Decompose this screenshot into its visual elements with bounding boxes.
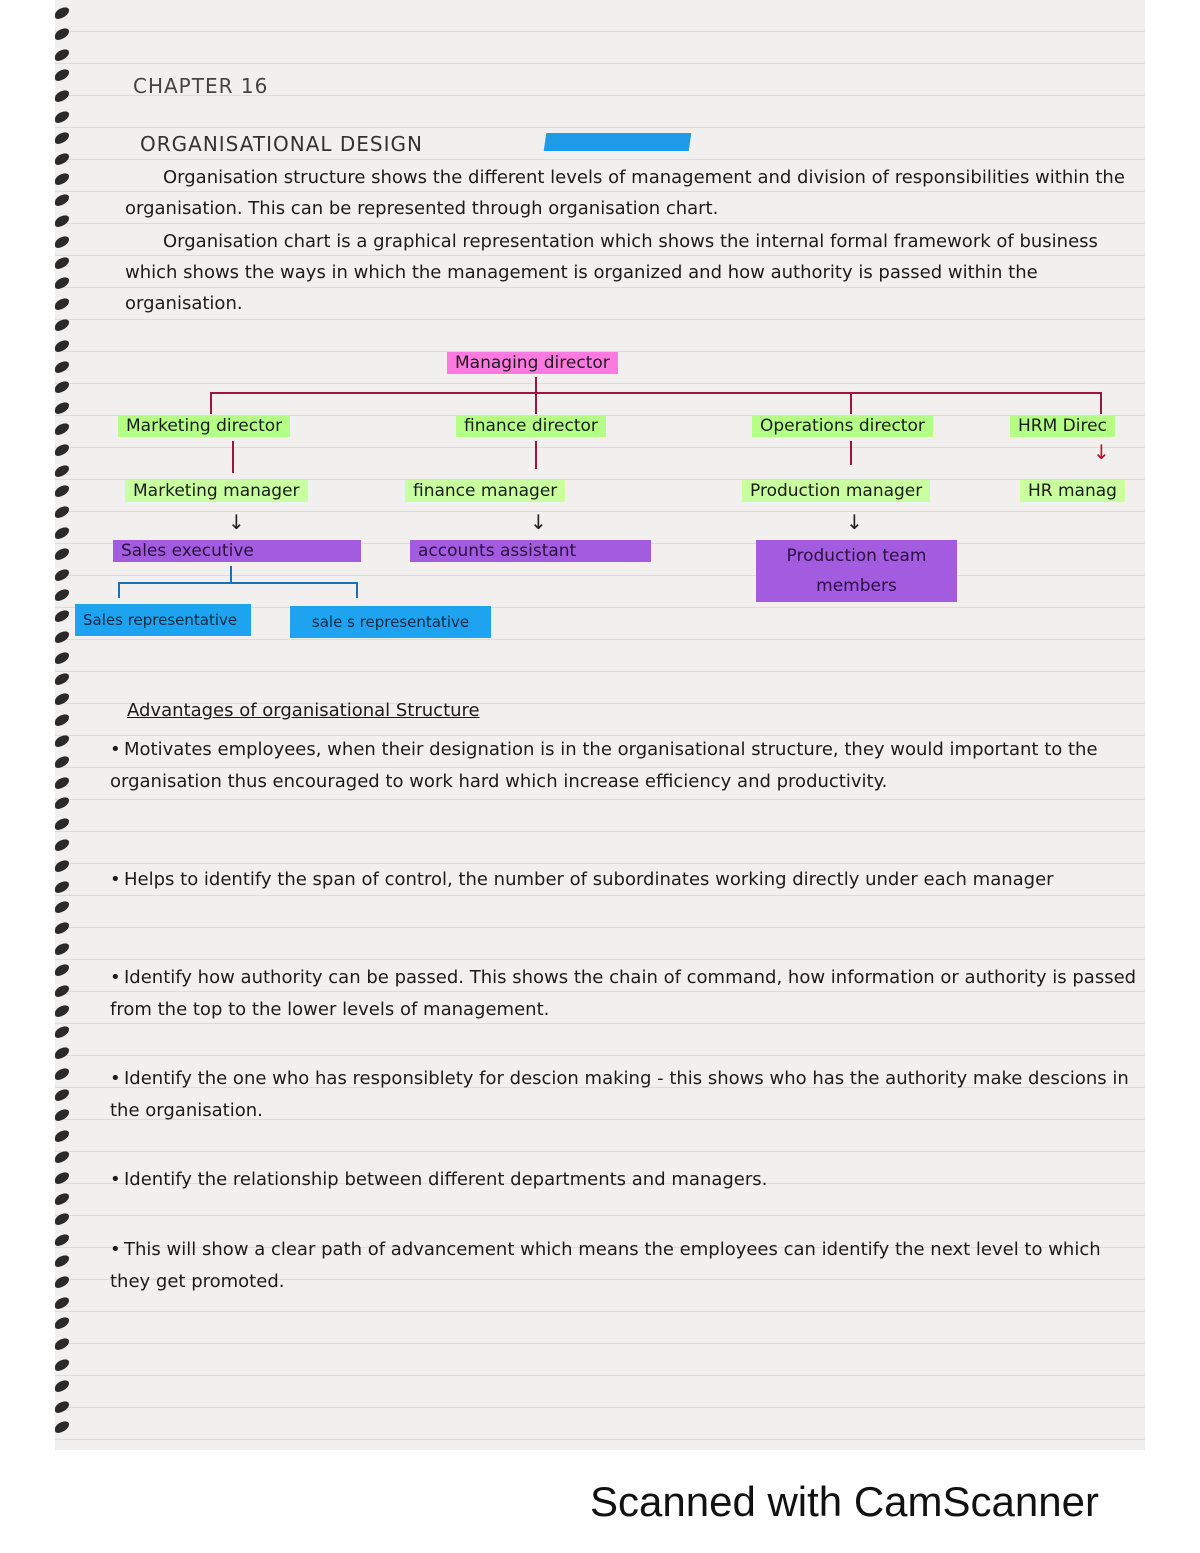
sales-representative-box-1: Sales representative [75, 604, 251, 636]
spiral-ring [55, 1399, 69, 1414]
spiral-ring [55, 671, 69, 686]
spiral-ring [55, 733, 69, 748]
connector-production-manager [850, 441, 852, 465]
advantage-item: • Motivates employees, when their designation is in the organisational structure, they would important to the organisation thus encouraged to work hard which increase efficiency and productivity. [110, 739, 1098, 792]
connector-top [535, 377, 537, 393]
spiral-ring [55, 172, 69, 187]
spiral-ring [55, 193, 69, 208]
connector-operations [850, 392, 852, 414]
spiral-ring [55, 941, 69, 956]
advantage-text: This will show a clear path of advancement which means the employees can identify the next level to which they get promoted. [110, 1239, 1101, 1292]
spiral-ring [55, 1420, 69, 1435]
spiral-ring [55, 255, 69, 270]
advantage-text: Identify the relationship between different departments and managers. [124, 1169, 768, 1190]
spiral-ring [55, 1149, 69, 1164]
arrow-down-icon: ↓ [228, 510, 245, 534]
finance-director-box: finance director [456, 415, 606, 437]
chapter-heading: CHAPTER 16 [133, 74, 269, 98]
spiral-ring [55, 1253, 69, 1268]
connector-finance-manager [535, 441, 537, 469]
spiral-ring [55, 858, 69, 873]
spiral-ring [55, 401, 69, 416]
spiral-ring [55, 713, 69, 728]
sales-representative-box-2: sale s representative [290, 606, 491, 638]
connector-marketing-manager [232, 441, 234, 473]
spiral-binding [0, 0, 75, 1450]
spiral-ring [55, 1004, 69, 1019]
advantage-item: • Helps to identify the span of control, the number of subordinates working directly under each manager [110, 869, 1054, 890]
spiral-ring [55, 629, 69, 644]
hr-manager-box: HR manag [1020, 480, 1125, 502]
spiral-ring [55, 962, 69, 977]
advantage-item: • Identify how authority can be passed. This shows the chain of command, how information or authority is passed from the top to the lower levels of management. [110, 967, 1137, 1020]
spiral-ring [55, 796, 69, 811]
spiral-ring [55, 525, 69, 540]
connector-sales-left [118, 582, 120, 598]
advantage-text: Motivates employees, when their designation is in the organisational structure, they would important to the organisation thus encouraged to work hard which increase efficiency and productivity. [110, 739, 1098, 792]
spiral-ring [55, 1212, 69, 1227]
hrm-director-box: HRM Direc [1010, 415, 1115, 437]
advantage-text: Identify how authority can be passed. This shows the chain of command, how information or authority is passed from the top to the lower levels of management. [110, 967, 1137, 1020]
advantage-text: Identify the one who has responsiblety for descion making - this shows who has the authority make descions in the organisation. [110, 1068, 1129, 1121]
spiral-ring [55, 692, 69, 707]
spiral-ring [55, 338, 69, 353]
spiral-ring [55, 1129, 69, 1144]
intro-paragraph-2 [125, 226, 1145, 319]
arrow-down-icon: ↓ [846, 510, 863, 534]
spiral-ring [55, 109, 69, 124]
spiral-ring [55, 1108, 69, 1123]
spiral-ring [55, 359, 69, 374]
spiral-ring [55, 297, 69, 312]
spiral-ring [55, 1191, 69, 1206]
connector-sales-right [356, 582, 358, 598]
spiral-ring [55, 1337, 69, 1352]
spiral-ring [55, 650, 69, 665]
spiral-ring [55, 837, 69, 852]
spiral-ring [55, 775, 69, 790]
production-team-box: Production team members [756, 540, 957, 602]
advantage-text: Helps to identify the span of control, the number of subordinates working directly under each manager [124, 869, 1054, 890]
spiral-ring [55, 1274, 69, 1289]
spiral-ring [55, 380, 69, 395]
spiral-ring [55, 1025, 69, 1040]
spiral-ring [55, 817, 69, 832]
spiral-ring [55, 317, 69, 332]
managing-director-box: Managing director [447, 352, 618, 374]
spiral-ring [55, 463, 69, 478]
spiral-ring [55, 1357, 69, 1372]
spiral-ring [55, 1170, 69, 1185]
spiral-ring [55, 546, 69, 561]
spiral-ring [55, 213, 69, 228]
title-highlight [544, 133, 692, 151]
spiral-ring [55, 879, 69, 894]
spiral-ring [55, 421, 69, 436]
spiral-ring [55, 754, 69, 769]
spiral-ring [55, 1295, 69, 1310]
connector-hrm [1100, 392, 1102, 414]
finance-manager-box: finance manager [405, 480, 565, 502]
connector-horizontal [210, 392, 1102, 394]
advantages-heading: Advantages of organisational Structure [127, 700, 480, 721]
intro-paragraph-1-text: Organisation structure shows the different levels of management and division of responsibilities within the organisation. This can be represented through organisation chart. [125, 167, 1125, 219]
accounts-assistant-box: accounts assistant [410, 540, 651, 562]
marketing-director-box: Marketing director [118, 415, 290, 437]
spiral-ring [55, 900, 69, 915]
advantage-item: • This will show a clear path of advancement which means the employees can identify the next level to which they get promoted. [110, 1239, 1101, 1292]
spiral-ring [55, 1087, 69, 1102]
sales-executive-box: Sales executive [113, 540, 361, 562]
spiral-ring [55, 505, 69, 520]
connector-marketing [210, 392, 212, 414]
spiral-ring [55, 588, 69, 603]
spiral-ring [55, 47, 69, 62]
spiral-ring [55, 276, 69, 291]
marketing-manager-box: Marketing manager [125, 480, 308, 502]
spiral-ring [55, 130, 69, 145]
operations-director-box: Operations director [752, 415, 933, 437]
spiral-ring [55, 609, 69, 624]
page-title: ORGANISATIONAL DESIGN [140, 132, 423, 156]
arrow-down-icon: ↓ [1093, 440, 1110, 464]
spiral-ring [55, 1045, 69, 1060]
connector-sales-horizontal [118, 582, 358, 584]
connector-sales [230, 566, 232, 582]
spiral-ring [55, 26, 69, 41]
advantage-item: • Identify the one who has responsiblety for descion making - this shows who has the authority make descions in the organisation. [110, 1068, 1129, 1121]
spiral-ring [55, 921, 69, 936]
scanner-watermark: Scanned with CamScanner [590, 1478, 1099, 1525]
spiral-ring [55, 68, 69, 83]
spiral-ring [55, 484, 69, 499]
arrow-down-icon: ↓ [530, 510, 547, 534]
intro-paragraph-1 [125, 162, 1145, 224]
spiral-ring [55, 983, 69, 998]
spiral-ring [55, 1316, 69, 1331]
intro-paragraph-2-text: Organisation chart is a graphical representation which shows the internal formal framework of business which shows the ways in which the management is organized and how authority is passed within the organisation. [125, 231, 1098, 314]
spiral-ring [55, 89, 69, 104]
connector-finance [535, 392, 537, 414]
spiral-ring [55, 151, 69, 166]
production-manager-box: Production manager [742, 480, 930, 502]
advantage-item: • Identify the relationship between different departments and managers. [110, 1169, 768, 1190]
spiral-ring [55, 5, 69, 20]
spiral-ring [55, 1233, 69, 1248]
spiral-ring [55, 567, 69, 582]
spiral-ring [55, 234, 69, 249]
spiral-ring [55, 442, 69, 457]
spiral-ring [55, 1378, 69, 1393]
spiral-ring [55, 1066, 69, 1081]
